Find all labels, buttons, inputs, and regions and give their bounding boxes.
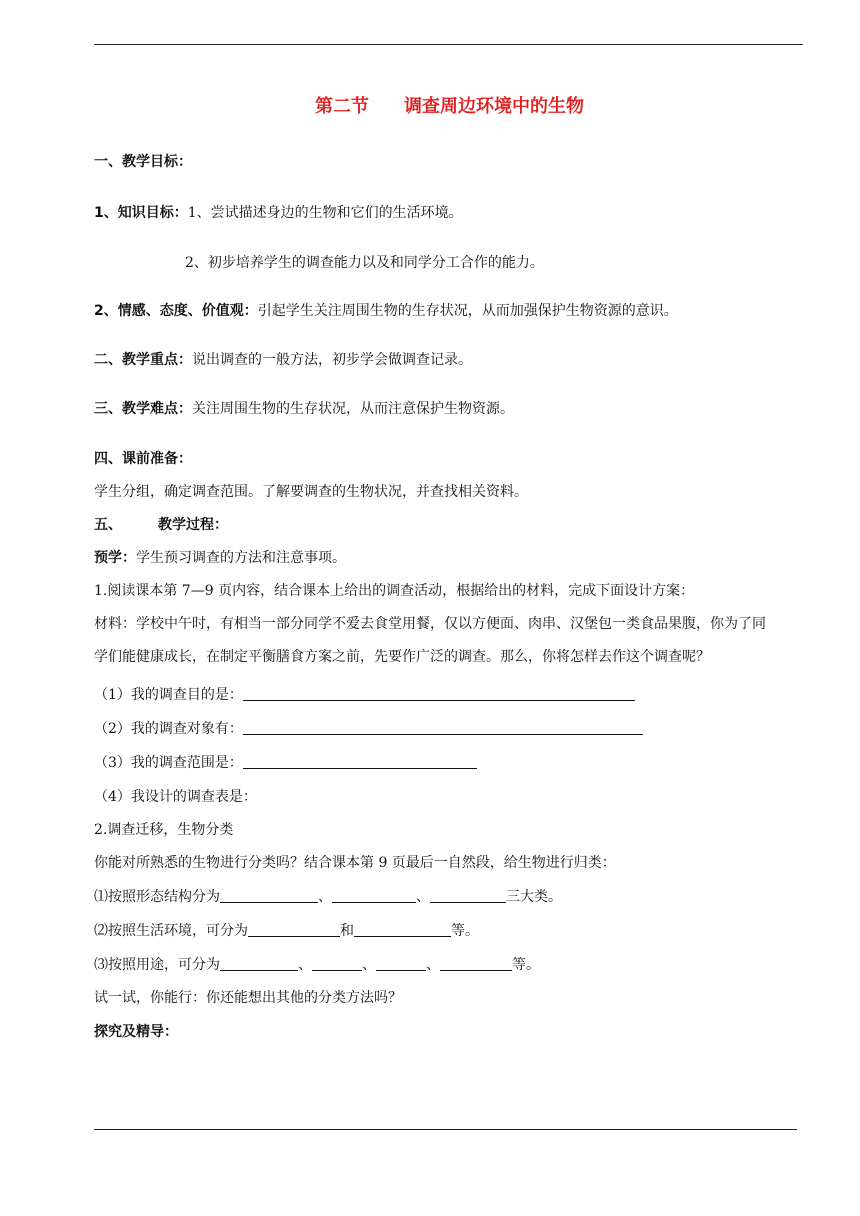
classify-by-environment: [94, 921, 479, 941]
separator: 、: [426, 957, 440, 973]
classify-by-form-suffix: 三大类。: [506, 889, 562, 905]
emotion-objective-text: 引起学生关注周围生物的生存状况，从而加强保护生物资源的意识。: [257, 303, 678, 319]
classify-by-form: [94, 887, 562, 907]
material-text-1: 材料：学校中午时，有相当一部分同学不爱去食堂用餐，仅以方便面、肉串、汉堡包一类食品果腹，你为了同: [94, 616, 766, 632]
key-point-text: 说出调查的一般方法，初步学会做调查记录。: [192, 352, 472, 368]
try-it-text: 试一试，你能行：你还能想出其他的分类方法吗？: [94, 990, 402, 1006]
separator: 、: [416, 889, 430, 905]
explore-heading: 探究及精导：: [94, 1024, 178, 1040]
knowledge-objective-2: 2、初步培养学生的调查能力以及和同学分工合作的能力。: [185, 255, 544, 271]
process-label: 教学过程：: [158, 517, 228, 533]
objectives-heading: 一、教学目标：: [94, 154, 192, 170]
use-blank-4[interactable]: [440, 956, 512, 971]
header-rule: [94, 44, 803, 45]
use-blank-3[interactable]: [376, 956, 426, 971]
emotion-objective-label: 2、情感、态度、价值观：: [94, 303, 258, 319]
separator: 、: [298, 957, 312, 973]
separator: 、: [318, 889, 332, 905]
preview-label: 预学：: [94, 550, 136, 566]
material-text-2: 学们能健康成长，在制定平衡膳食方案之前，先要作广泛的调查。那么，你将怎样去作这个调查呢？: [94, 649, 710, 665]
classify-by-form-label: ⑴按照形态结构分为: [94, 889, 220, 905]
classify-by-environment-suffix: 等。: [451, 923, 479, 939]
survey-range-label: （3）我的调查范围是：: [94, 755, 243, 771]
key-point-label: 二、教学重点：: [94, 352, 192, 368]
section-number: 第二节: [315, 96, 369, 117]
use-blank-2[interactable]: [312, 956, 362, 971]
transfer-task: 2.调查迁移，生物分类: [94, 822, 234, 838]
difficulty-label: 三、教学难点：: [94, 401, 192, 417]
form-blank-2[interactable]: [332, 888, 416, 903]
survey-object-question: [94, 719, 643, 739]
classify-intro: 你能对所熟悉的生物进行分类吗？结合课本第 9 页最后一自然段，给生物进行归类：: [94, 855, 616, 871]
environment-blank-2[interactable]: [354, 922, 451, 937]
preview-text: 学生预习调查的方法和注意事项。: [136, 550, 346, 566]
classify-by-use-label: ⑶按照用途，可分为: [94, 957, 220, 973]
section-title: 调查周边环境中的生物: [404, 96, 584, 117]
use-blank-1[interactable]: [220, 956, 298, 971]
preview-line: [94, 548, 346, 568]
survey-purpose-label: （1）我的调查目的是：: [94, 687, 243, 703]
classify-by-use-suffix: 等。: [512, 957, 540, 973]
survey-object-label: （2）我的调查对象有：: [94, 721, 243, 737]
classify-by-use: [94, 955, 540, 975]
difficulty-text: 关注周围生物的生存状况，从而注意保护生物资源。: [192, 401, 514, 417]
emotion-objective-line: [94, 301, 678, 321]
preparation-heading: 四、课前准备：: [94, 451, 192, 467]
process-number: 五、: [94, 517, 122, 533]
classify-by-environment-label: ⑵按照生活环境，可分为: [94, 923, 248, 939]
key-point-line: [94, 350, 472, 370]
survey-table-question: （4）我设计的调查表是：: [94, 789, 257, 805]
footer-rule: [94, 1129, 797, 1130]
form-blank-1[interactable]: [220, 888, 318, 903]
knowledge-objective-label: 1、知识目标：: [94, 205, 188, 221]
conjunction: 和: [340, 923, 354, 939]
form-blank-3[interactable]: [430, 888, 506, 903]
difficulty-line: [94, 399, 514, 419]
process-heading: [94, 515, 228, 535]
knowledge-objective-1: 1、尝试描述身边的生物和它们的生活环境。: [187, 205, 463, 221]
preparation-text: 学生分组，确定调查范围。了解要调查的生物状况，并查找相关资料。: [94, 484, 528, 500]
survey-purpose-question: [94, 685, 635, 705]
separator: 、: [362, 957, 376, 973]
reading-task: 1.阅读课本第 7—9 页内容，结合课本上给出的调查活动，根据给出的材料，完成下面设计方案：: [94, 583, 695, 599]
survey-object-blank[interactable]: [243, 720, 643, 735]
survey-range-question: [94, 753, 477, 773]
survey-range-blank[interactable]: [243, 754, 477, 769]
knowledge-objective-line: [94, 203, 463, 223]
survey-purpose-blank[interactable]: [243, 686, 635, 701]
environment-blank-1[interactable]: [248, 922, 340, 937]
